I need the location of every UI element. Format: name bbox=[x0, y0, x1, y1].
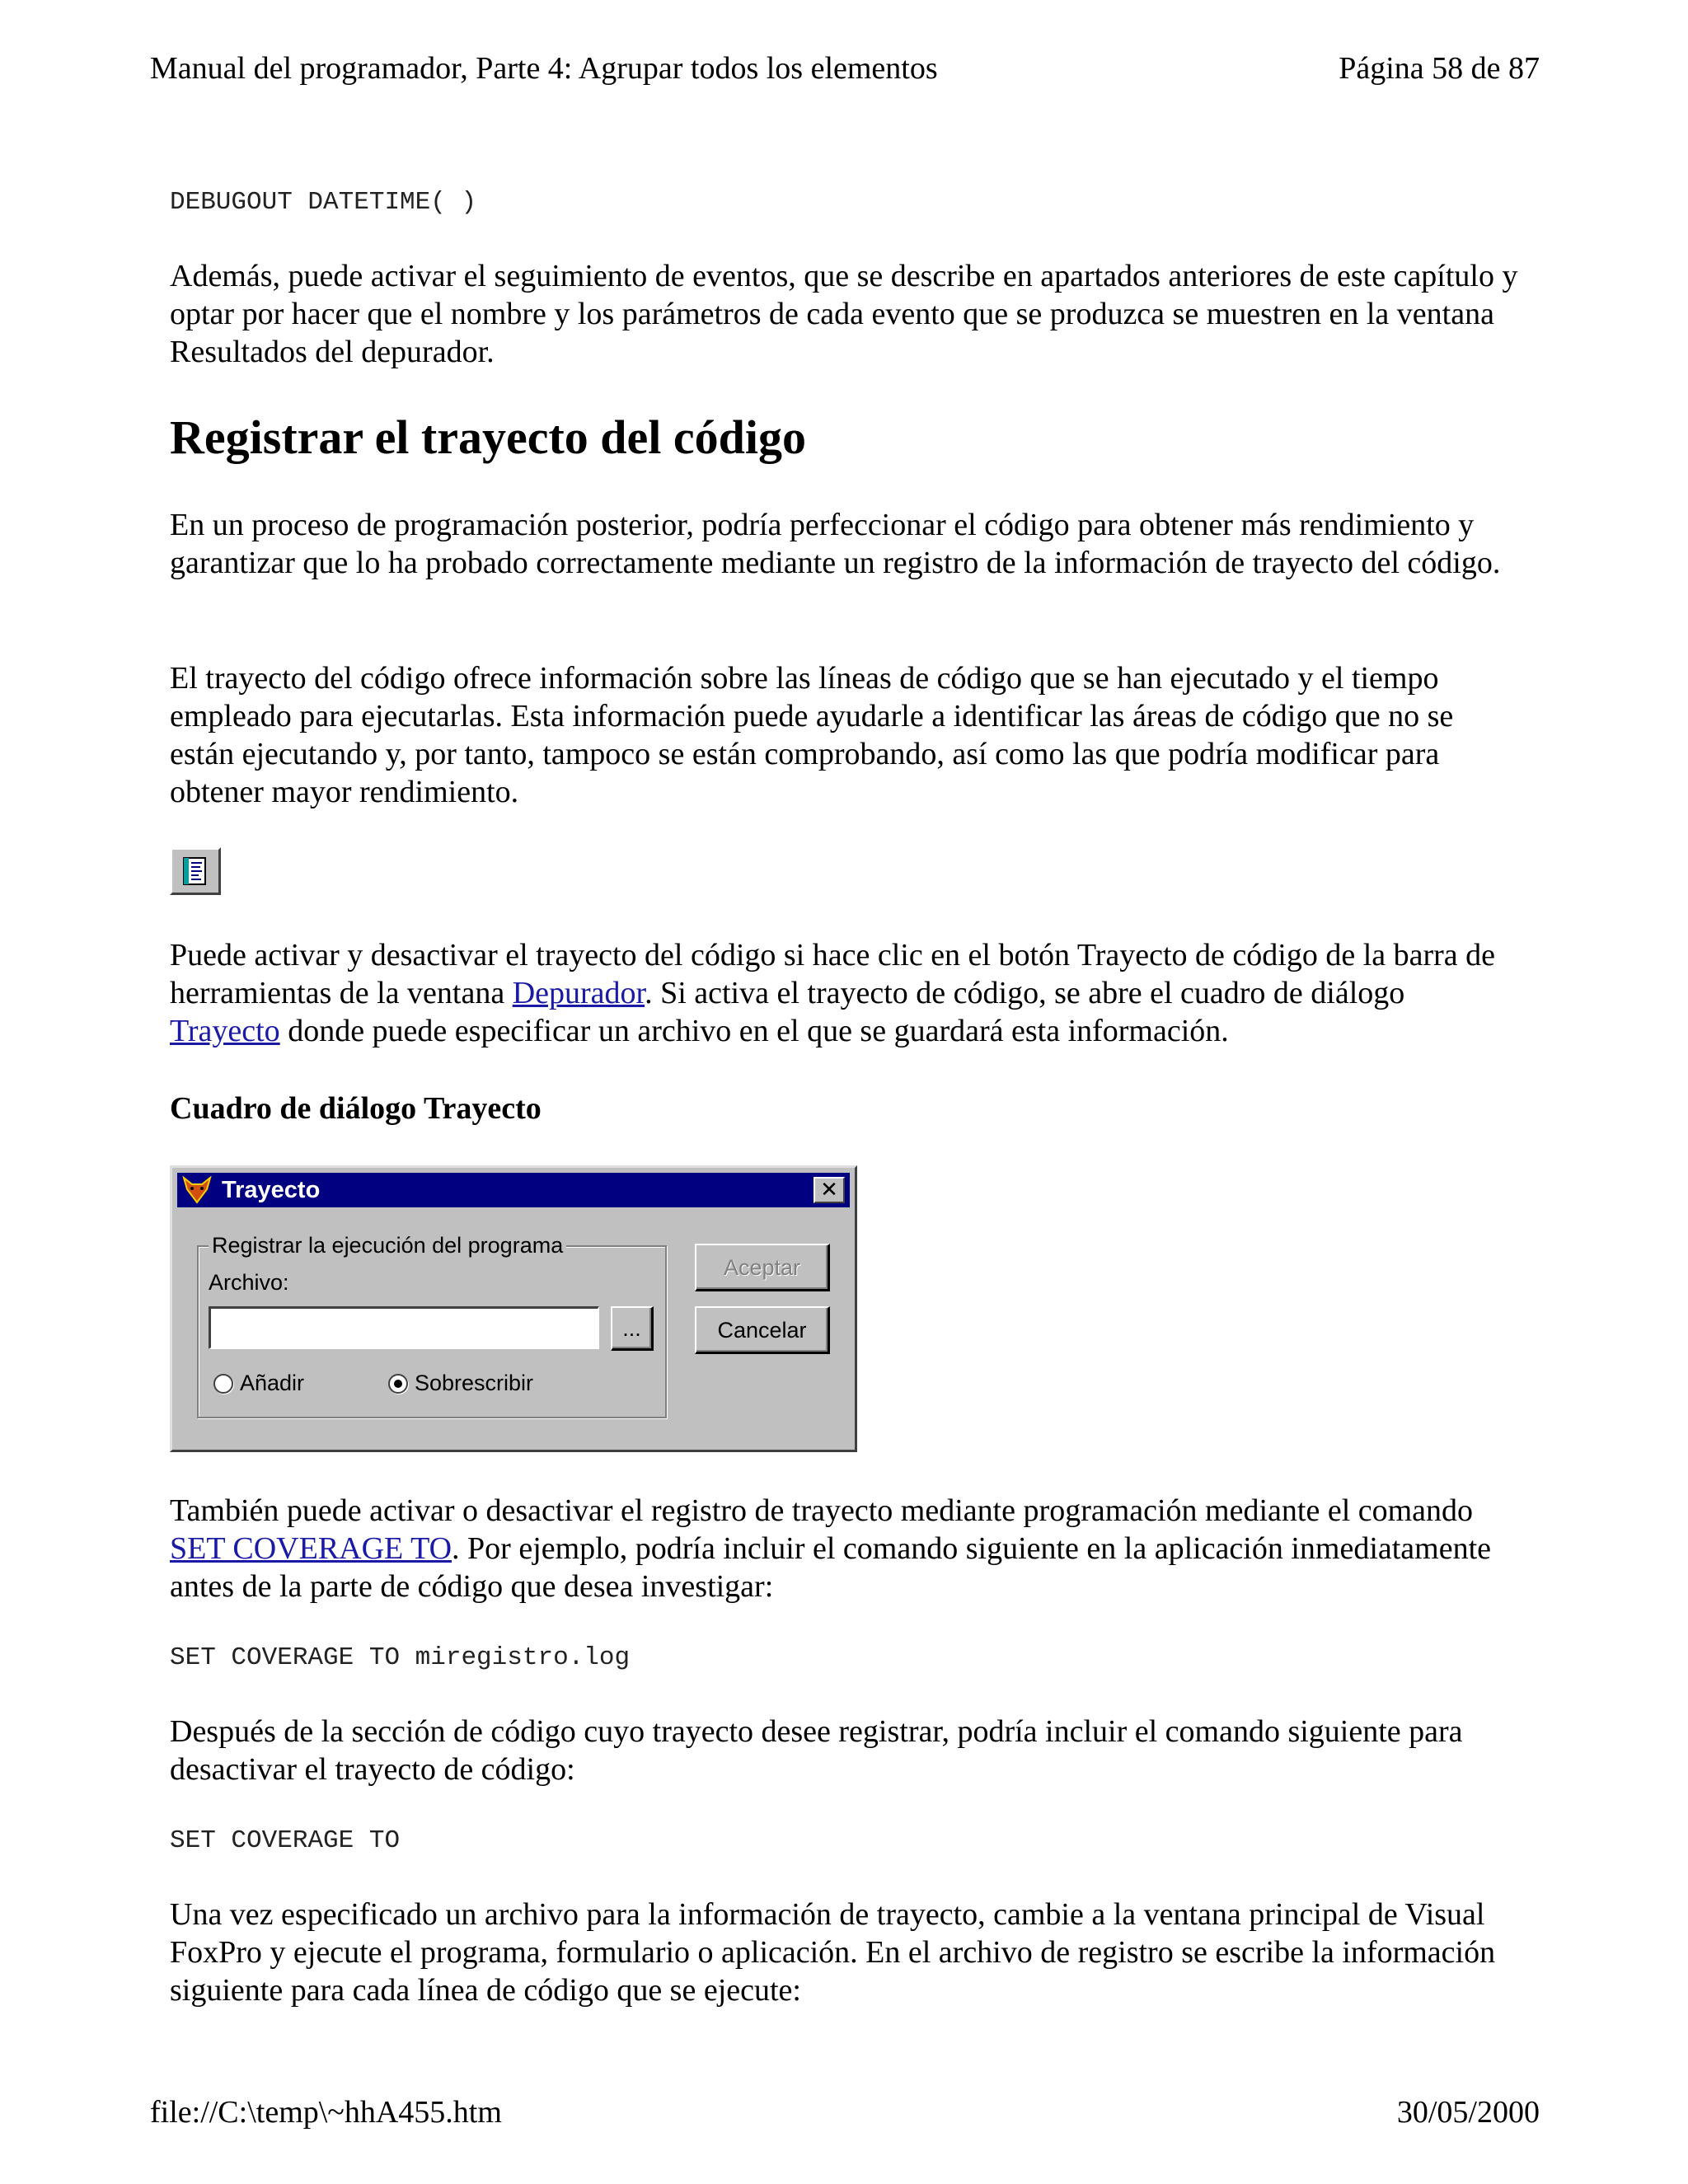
paragraph-text: . Si activa el trayecto de código, se abre el cuadro de diálogo bbox=[645, 976, 1405, 1010]
set-coverage-link[interactable]: SET COVERAGE TO bbox=[170, 1531, 452, 1566]
paragraph-text: donde puede especificar un archivo en el que se guardará esta información. bbox=[279, 1014, 1229, 1048]
trayecto-dialog bbox=[170, 1165, 857, 1452]
radio-selected-dot bbox=[394, 1380, 402, 1388]
append-radio[interactable] bbox=[213, 1374, 233, 1394]
accept-button[interactable]: Aceptar bbox=[695, 1244, 830, 1291]
file-input[interactable] bbox=[209, 1306, 599, 1349]
paragraph: Después de la sección de código cuyo trayecto desee registrar, podría incluir el comando siguiente para desactivar el trayecto de código: bbox=[170, 1714, 1463, 1787]
depurador-link[interactable]: Depurador bbox=[512, 976, 645, 1010]
dialog-title: Trayecto bbox=[222, 1177, 321, 1203]
section-heading: Registrar el trayecto del código bbox=[170, 410, 807, 464]
paragraph bbox=[170, 936, 1522, 1050]
page-number: Página 58 de 87 bbox=[1339, 51, 1540, 86]
overwrite-radio-label[interactable]: Sobrescribir bbox=[415, 1371, 534, 1395]
paragraph: Además, puede activar el seguimiento de eventos, que se describe en apartados anteriores de este capítulo y optar por hacer que el nombre y los parámetros de cada evento que se produzca se muestren en la ventana Resultados del depurador. bbox=[170, 259, 1518, 369]
paragraph bbox=[170, 1492, 1522, 1605]
paragraph-text: Puede activar y desactivar el trayecto del código si hace clic en el botón Trayecto de código de la barra de herramientas de la ventana bbox=[170, 938, 1496, 1010]
footer-file-path: file://C:\temp\~hhA455.htm bbox=[150, 2095, 502, 2130]
cancel-button[interactable]: Cancelar bbox=[695, 1306, 830, 1354]
footer-date: 30/05/2000 bbox=[1396, 2095, 1540, 2130]
dialog-titlebar bbox=[177, 1173, 850, 1207]
paragraph-text: . Por ejemplo, podría incluir el comando siguiente en la aplicación inmediatamente antes de la parte de código que desea investigar: bbox=[170, 1531, 1492, 1604]
code-block: DEBUGOUT DATETIME( ) bbox=[170, 188, 477, 217]
overwrite-radio[interactable] bbox=[388, 1374, 408, 1394]
browse-button[interactable]: ... bbox=[611, 1306, 654, 1351]
group-label: Registrar la ejecución del programa bbox=[209, 1230, 566, 1260]
paragraph: En un proceso de programación posterior, podría perfeccionar el código para obtener más rendimiento y garantizar que lo ha probado correctamente mediante un registro de la información de trayecto del código. bbox=[170, 508, 1501, 580]
paragraph: El trayecto del código ofrece información sobre las líneas de código que se han ejecutado y el tiempo empleado para ejecutarlas. Esta información puede ayudarle a identificar las áreas de código que no se están ejecutando y, por tanto, tampoco se están comprobando, así como las que podría modificar para obtener mayor rendimiento. bbox=[170, 661, 1454, 809]
paragraph-text: También puede activar o desactivar el registro de trayecto mediante programación mediante el comando bbox=[170, 1493, 1474, 1528]
close-button[interactable] bbox=[814, 1177, 845, 1203]
page-header-title: Manual del programador, Parte 4: Agrupar todos los elementos bbox=[150, 51, 938, 86]
append-radio-label[interactable]: Añadir bbox=[240, 1371, 305, 1395]
fox-app-icon bbox=[182, 1176, 212, 1214]
close-icon: ✕ bbox=[820, 1177, 838, 1202]
code-block: SET COVERAGE TO miregistro.log bbox=[170, 1643, 631, 1672]
coverage-toolbar-icon bbox=[170, 847, 221, 895]
paragraph: Una vez especificado un archivo para la información de trayecto, cambie a la ventana principal de Visual FoxPro y ejecute el programa, formulario o aplicación. En el archivo de registro se escribe la información siguiente para cada línea de código que se ejecute: bbox=[170, 1897, 1496, 2008]
file-label: Archivo: bbox=[209, 1270, 289, 1295]
code-block: SET COVERAGE TO bbox=[170, 1826, 401, 1855]
trayecto-link[interactable]: Trayecto bbox=[170, 1014, 280, 1048]
subheading: Cuadro de diálogo Trayecto bbox=[170, 1091, 542, 1126]
